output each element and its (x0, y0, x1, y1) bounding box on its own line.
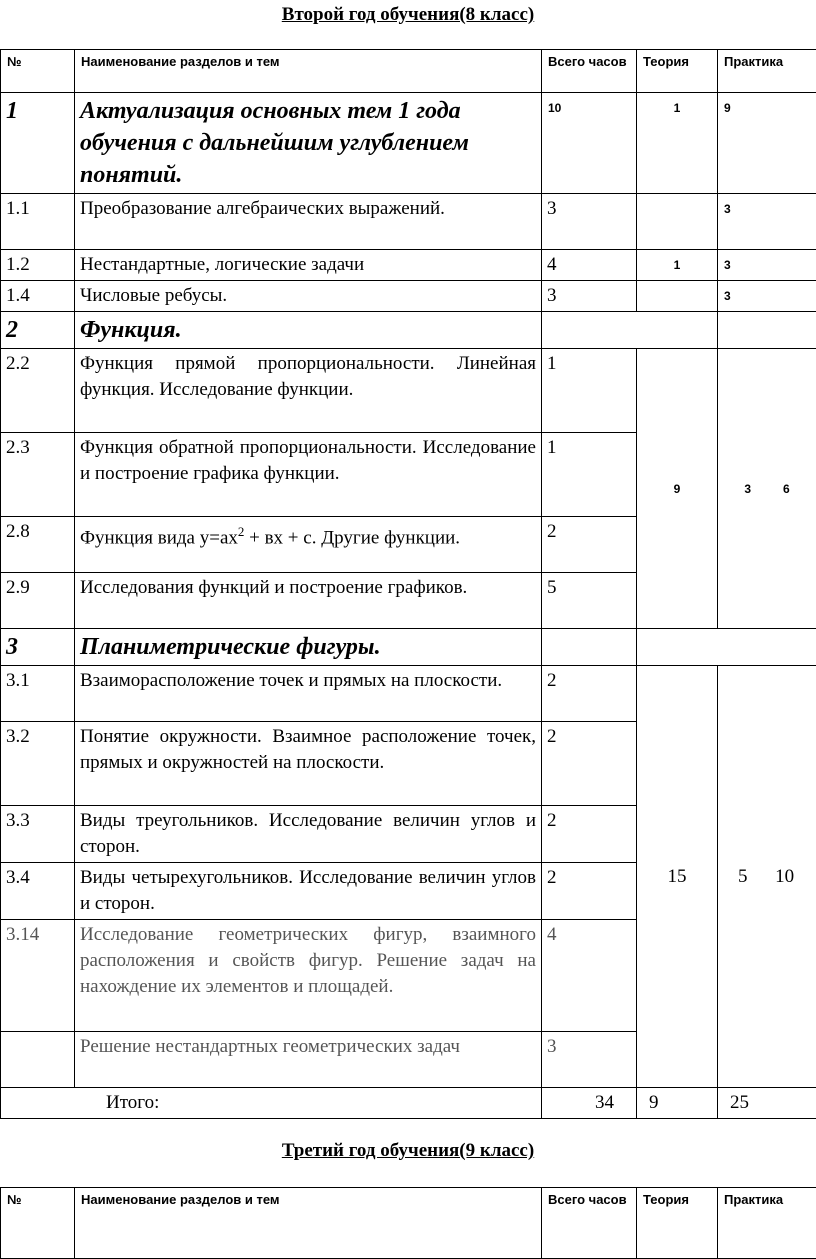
exponent: 2 (238, 524, 245, 539)
row-total: 3 (542, 281, 637, 312)
header-theory: Теория (637, 1188, 718, 1259)
section-total: 10 (542, 93, 637, 194)
year3-title: Третий год обучения(9 класс) (0, 1140, 816, 1162)
row-num: 2.8 (1, 517, 75, 573)
row-practice: 3 (718, 281, 816, 312)
row-num: 2.9 (1, 573, 75, 629)
table-row (1, 281, 816, 312)
section-row (1, 629, 816, 666)
row-name: Решение нестандартных геометрических задач (75, 1032, 542, 1088)
row-num: 1.4 (1, 281, 75, 312)
row-theory (637, 194, 718, 250)
row-num (1, 1032, 75, 1088)
row-practice: 3 (718, 250, 816, 281)
row-num: 3.3 (1, 806, 75, 863)
section-practice: 10 (760, 864, 808, 890)
row-name: Исследование геометрических фигур, взаимного расположения и свойств фигур. Решение задач на нахождение их элементов и площадей. (75, 920, 542, 1032)
row-num: 3.4 (1, 863, 75, 920)
row-total: 2 (542, 863, 637, 920)
header-num: № (1, 50, 75, 93)
header-row (1, 1188, 816, 1259)
row-total: 2 (542, 666, 637, 722)
row-total: 3 (542, 1032, 637, 1088)
section-num: 1 (1, 93, 75, 194)
header-total: Всего часов (542, 1188, 637, 1259)
total-hours: 34 (542, 1088, 637, 1119)
row-total: 2 (542, 806, 637, 863)
row-name: Преобразование алгебраических выражений. (75, 194, 542, 250)
table-row (1, 666, 816, 722)
row-theory (637, 281, 718, 312)
row-name: Виды треугольников. Исследование величин углов и сторон. (75, 806, 542, 863)
header-total: Всего часов (542, 50, 637, 93)
row-name: Понятие окружности. Взаимное расположение точек, прямых и окружностей на плоскости. (75, 722, 542, 806)
section-theory: 1 (637, 93, 718, 194)
total-label: Итого: (1, 1088, 542, 1119)
header-name: Наименование разделов и тем (75, 50, 542, 93)
row-name: Числовые ребусы. (75, 281, 542, 312)
section-row (1, 93, 816, 194)
section-num: 3 (1, 629, 75, 666)
section-theory: 3 (728, 476, 767, 502)
section-row (1, 312, 816, 349)
row-num: 2.2 (1, 349, 75, 433)
row-total: 2 (542, 517, 637, 573)
table-row (1, 194, 816, 250)
year2-table (0, 49, 816, 1119)
row-num: 3.2 (1, 722, 75, 806)
header-practice: Практика (718, 50, 816, 93)
row-num: 1.2 (1, 250, 75, 281)
total-theory: 9 (637, 1088, 718, 1119)
row-practice: 3 (718, 194, 816, 250)
year2-title: Второй год обучения(8 класс) (0, 4, 816, 26)
row-total: 2 (542, 722, 637, 806)
table-row (1, 349, 816, 433)
section-name: Функция. (75, 312, 542, 349)
row-total: 4 (542, 250, 637, 281)
total-practice: 25 (718, 1088, 816, 1119)
section-num: 2 (1, 312, 75, 349)
header-row (1, 50, 816, 93)
total-row (1, 1088, 816, 1119)
row-num: 3.1 (1, 666, 75, 722)
row-total: 4 (542, 920, 637, 1032)
table-row (1, 250, 816, 281)
row-theory: 1 (637, 250, 718, 281)
section-name: Планиметрические фигуры. (75, 629, 542, 666)
header-num: № (1, 1188, 75, 1259)
row-total: 3 (542, 194, 637, 250)
row-name: Функция обратной пропорциональности. Исследование и построение графика функции. (75, 433, 542, 517)
row-num: 2.3 (1, 433, 75, 517)
row-num: 3.14 (1, 920, 75, 1032)
row-name-part: + вх + с. Другие функции. (244, 527, 460, 548)
year3-table (0, 1187, 816, 1259)
section-theory-practice (718, 349, 816, 629)
section-total: 9 (637, 349, 718, 629)
row-name: Взаиморасположение точек и прямых на плоскости. (75, 666, 542, 722)
section-theory: 5 (725, 864, 760, 890)
section-practice: 9 (718, 93, 816, 194)
row-name-part: Функция вида у=ах (80, 527, 238, 548)
header-practice: Практика (718, 1188, 816, 1259)
row-name: Виды четырехугольников. Исследование величин углов и сторон. (75, 863, 542, 920)
row-total: 1 (542, 349, 637, 433)
header-theory: Теория (637, 50, 718, 93)
section-name: Актуализация основных тем 1 года обучения с дальнейшим углублением понятий. (75, 93, 542, 194)
section-theory-practice (718, 666, 816, 1088)
row-total: 1 (542, 433, 637, 517)
section-total: 15 (637, 666, 718, 1088)
row-name: Исследования функций и построение графиков. (75, 573, 542, 629)
row-name (75, 517, 542, 573)
row-name: Нестандартные, логические задачи (75, 250, 542, 281)
row-name: Функция прямой пропорциональности. Линейная функция. Исследование функции. (75, 349, 542, 433)
row-total: 5 (542, 573, 637, 629)
section-practice: 6 (767, 476, 806, 502)
header-name: Наименование разделов и тем (75, 1188, 542, 1259)
row-num: 1.1 (1, 194, 75, 250)
